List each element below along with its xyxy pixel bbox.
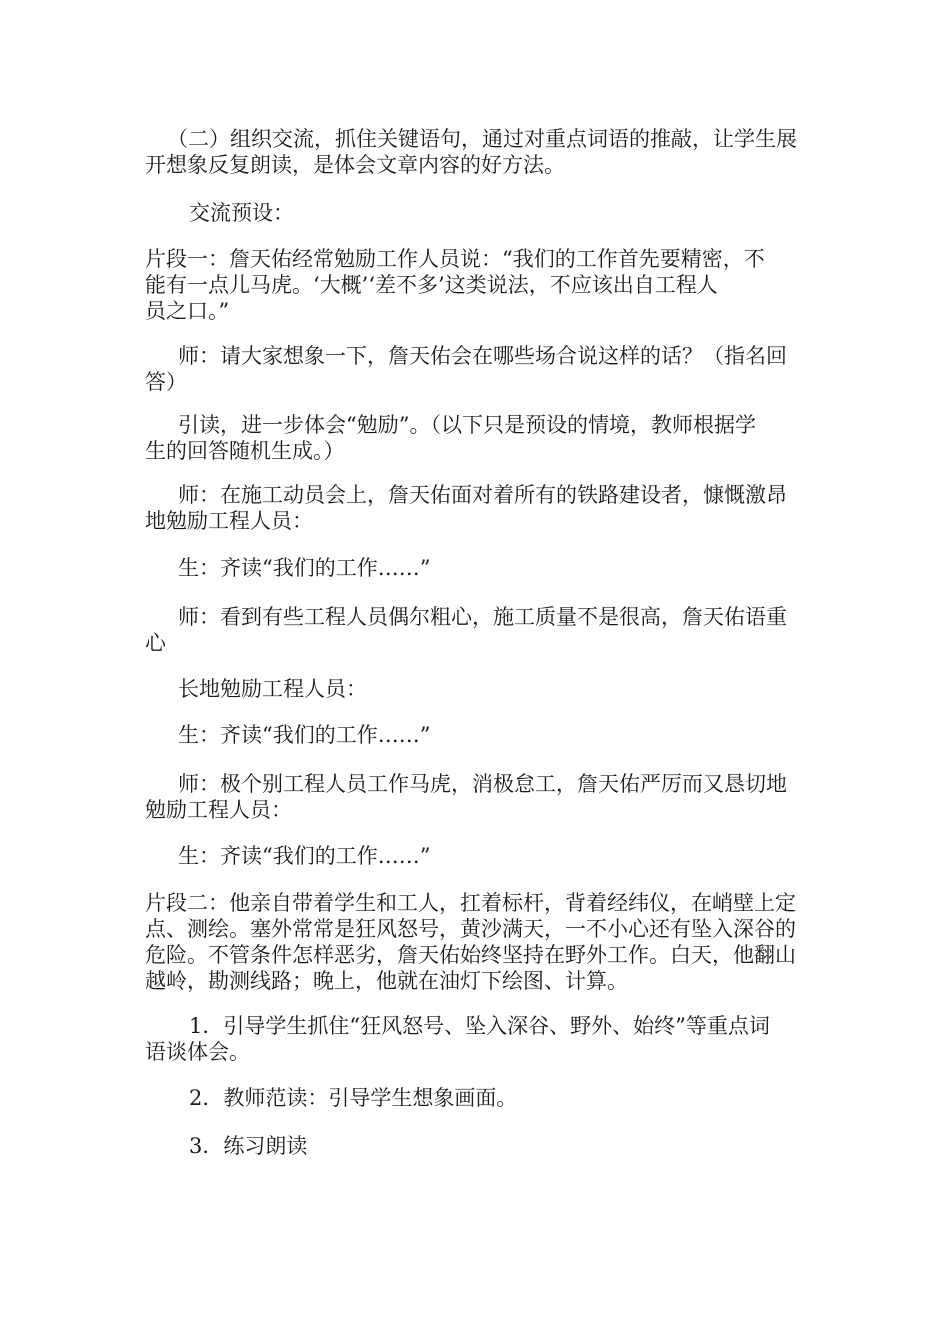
text-line: 能有一点儿马虎。‘大概’‘差不多’这类说法，不应该出自工程人 (145, 273, 718, 297)
text-line: 危险。不管条件怎样恶劣，詹天佑始终坚持在野外工作。白天，他翻山 (145, 943, 796, 967)
text-line: 师：看到有些工程人员偶尔粗心，施工质量不是很高，詹天佑语重 (178, 605, 787, 629)
text-line: 师：极个别工程人员工作马虎，消极怠工，詹天佑严厉而又恳切地 (178, 772, 787, 796)
text-line: 答） (145, 370, 187, 394)
paragraph-continuation (145, 676, 815, 702)
text-line: 长地勉励工程人员： (178, 677, 367, 701)
text-line: 师：在施工动员会上，詹天佑面对着所有的铁路建设者，慷慨激昂 (178, 483, 787, 507)
paragraph-teacher-strict (145, 771, 815, 823)
text-line: 3．练习朗读 (189, 1134, 308, 1158)
text-line: 生：齐读“我们的工作……” (178, 844, 431, 868)
paragraph-student-read (145, 843, 815, 869)
paragraph-step-two (145, 1085, 815, 1111)
paragraph-teacher-question (145, 343, 815, 395)
paragraph-student-read (145, 555, 815, 581)
paragraph-teacher-rally (145, 482, 815, 534)
text-line: 师：请大家想象一下，詹天佑会在哪些场合说这样的话？（指名回 (178, 344, 787, 368)
text-line: 生：齐读“我们的工作……” (178, 556, 431, 580)
text-line: （二）组织交流，抓住关键语句，通过对重点词语的推敲，让学生展 (167, 127, 797, 151)
text-line: 引读，进一步体会“勉励”。（以下只是预设的情境，教师根据学 (178, 413, 756, 437)
paragraph-discussion-preset (145, 200, 815, 226)
text-line: 心 (145, 631, 166, 655)
text-line: 语谈体会。 (145, 1040, 250, 1064)
text-line: 点、测绘。塞外常常是狂风怒号，黄沙满天，一不小心还有坠入深谷的 (145, 917, 796, 941)
text-line: 生：齐读“我们的工作……” (178, 723, 431, 747)
text-line: 员之口。” (145, 299, 230, 323)
text-line: 片段二：他亲自带着学生和工人，扛着标杆，背着经纬仪，在峭壁上定 (145, 891, 796, 915)
paragraph-student-read (145, 722, 815, 748)
text-line: 2．教师范读：引导学生想象画面。 (189, 1086, 518, 1110)
paragraph-teacher-careless (145, 604, 815, 656)
paragraph-step-one (145, 1013, 815, 1065)
text-line: 开想象反复朗读，是体会文章内容的好方法。 (145, 153, 565, 177)
paragraph-organize-discussion (145, 126, 815, 178)
text-line: 越岭，勘测线路；晚上，他就在油灯下绘图、计算。 (145, 969, 628, 993)
paragraph-guided-reading (145, 412, 815, 464)
paragraph-step-three (145, 1133, 815, 1159)
text-line: 1．引导学生抓住“狂风怒号、坠入深谷、野外、始终”等重点词 (189, 1014, 770, 1038)
paragraph-excerpt-one (145, 246, 815, 324)
text-line: 生的回答随机生成。） (145, 439, 345, 463)
paragraph-excerpt-two (145, 890, 815, 994)
text-line: 勉励工程人员： (145, 798, 292, 822)
text-line: 片段一：詹天佑经常勉励工作人员说：“我们的工作首先要精密，不 (145, 247, 765, 271)
text-line: 交流预设： (189, 201, 294, 225)
text-line: 地勉励工程人员： (145, 509, 313, 533)
